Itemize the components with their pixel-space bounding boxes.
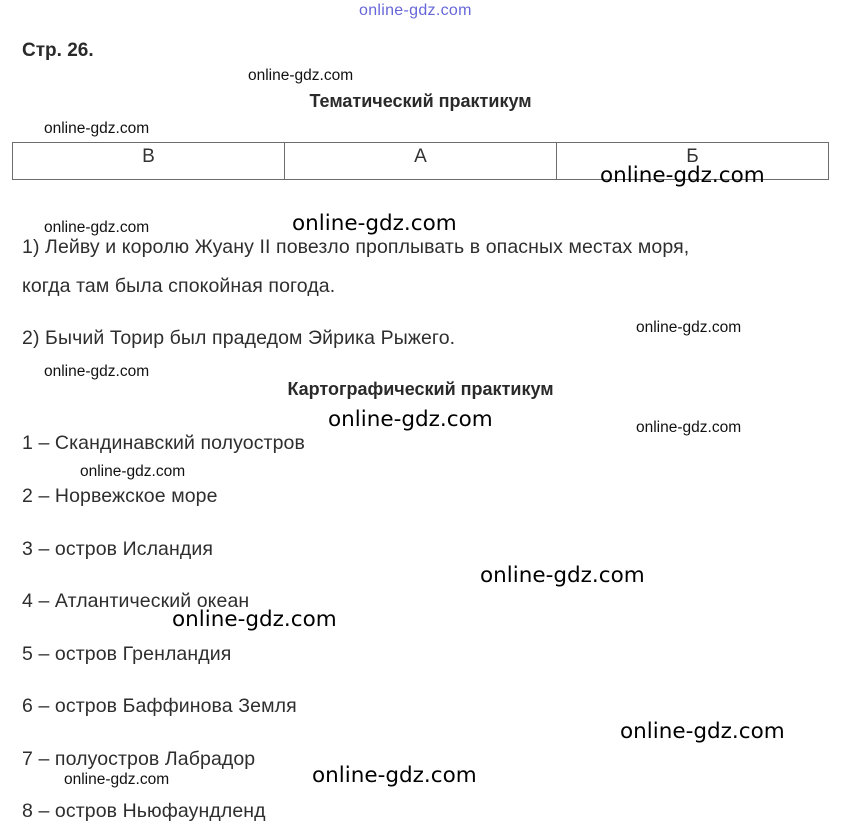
- watermark: online-gdz.com: [64, 771, 170, 788]
- watermark: online-gdz.com: [480, 563, 645, 588]
- page-reference: Стр. 26.: [22, 40, 94, 61]
- watermark: online-gdz.com: [44, 120, 150, 137]
- watermark: online-gdz.com: [44, 363, 150, 380]
- watermark: online-gdz.com: [636, 319, 742, 336]
- list-item: 8 – остров Ньюфаундленд: [22, 800, 266, 822]
- cartographic-title: Картографический практикум: [287, 379, 554, 399]
- table-cell: В: [13, 143, 285, 180]
- watermark: online-gdz.com: [600, 163, 765, 188]
- watermark: online-gdz.com: [636, 419, 742, 436]
- list-item: 7 – полуостров Лабрадор: [22, 748, 256, 770]
- table-cell: Б: [557, 143, 829, 180]
- list-item: 5 – остров Гренландия: [22, 643, 232, 665]
- table-cell: А: [285, 143, 557, 180]
- watermark: online-gdz.com: [172, 607, 337, 632]
- list-item: 6 – остров Баффинова Земля: [22, 695, 297, 717]
- thematic-title: Тематический практикум: [309, 91, 532, 111]
- watermark: online-gdz.com: [80, 463, 186, 480]
- watermark: online-gdz.com: [292, 211, 457, 236]
- watermark: online-gdz.com: [620, 719, 785, 744]
- answer-line: 1) Лейву и королю Жуану II повезло проплывать в опасных местах моря,: [22, 236, 690, 258]
- watermark: online-gdz.com: [312, 763, 477, 788]
- answer-line: 2) Бычий Торир был прадедом Эйрика Рыжего.: [22, 327, 456, 349]
- list-item: 4 – Атлантический океан: [22, 590, 250, 612]
- watermark: online-gdz.com: [44, 219, 150, 236]
- watermark: online-gdz.com: [328, 407, 493, 432]
- list-item: 1 – Скандинавский полуостров: [22, 432, 305, 454]
- top-watermark: online-gdz.com: [359, 2, 472, 19]
- answer-line: когда там была спокойная погода.: [22, 275, 336, 297]
- list-item: 2 – Норвежское море: [22, 485, 218, 507]
- list-item: 3 – остров Исландия: [22, 538, 214, 560]
- watermark: online-gdz.com: [248, 67, 354, 84]
